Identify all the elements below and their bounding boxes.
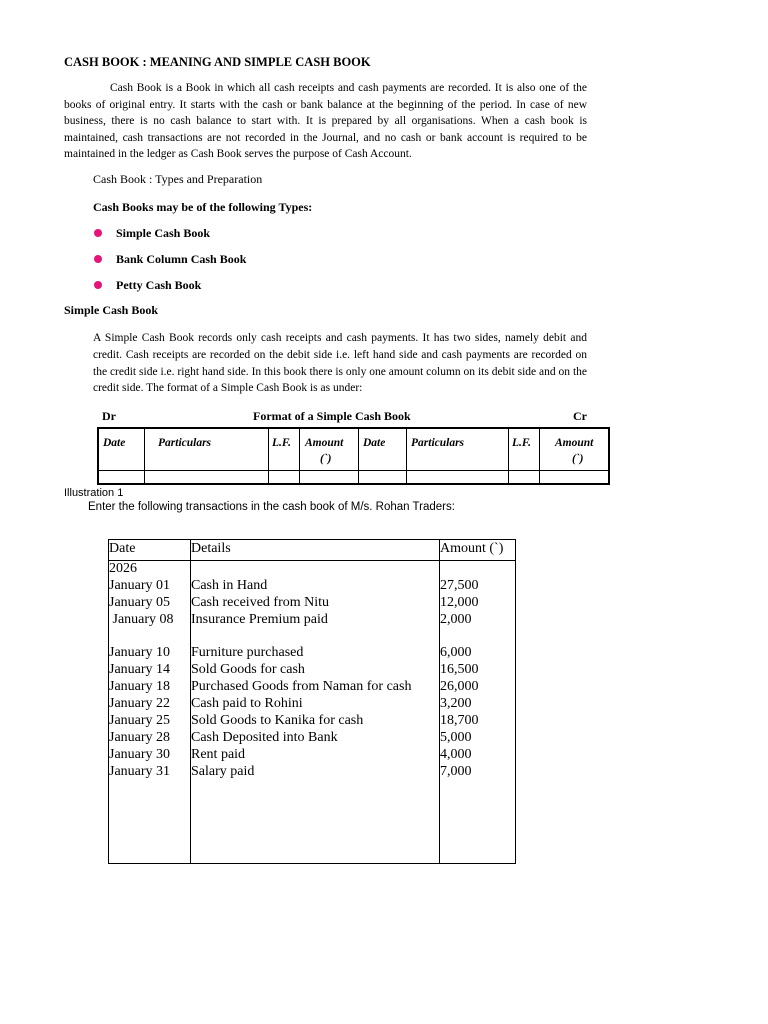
amount-symbol: (`) [320, 453, 332, 465]
row-amount: 6,000 [440, 645, 472, 660]
row-date: January 10 [109, 645, 171, 660]
format-dr-label: Dr [102, 409, 116, 423]
header-cell: Date [98, 428, 145, 470]
illustration-instruction: Enter the following transactions in the cash book of M/s. Rohan Traders: [88, 501, 455, 513]
bullet-icon [94, 229, 102, 237]
list-item [93, 277, 246, 303]
row-date: January 25 [109, 713, 171, 728]
year-label: 2026 [109, 561, 137, 576]
row-details: Sold Goods for cash [191, 662, 305, 677]
row-amount: 16,500 [440, 662, 479, 677]
row-details: Insurance Premium paid [191, 612, 328, 627]
header-cell: Amount (`) [300, 428, 359, 470]
header-cell: L.F. [269, 428, 300, 470]
list-item [93, 251, 246, 277]
types-list [93, 225, 246, 303]
row-amount: 12,000 [440, 595, 479, 610]
row-amount: 27,500 [440, 578, 479, 593]
row-amount: 18,700 [440, 713, 479, 728]
format-title: Format of a Simple Cash Book [253, 409, 411, 423]
bullet-icon [94, 255, 102, 263]
row-details: Rent paid [191, 747, 246, 762]
row-date: January 30 [109, 747, 171, 762]
bullet-icon [94, 281, 102, 289]
cash-book-format-table [97, 427, 610, 485]
row-details: Purchased Goods from Naman for cash [191, 679, 412, 694]
header-cell: Amount (`) [540, 428, 610, 470]
row-details: Salary paid [191, 764, 255, 779]
intro-paragraph: Cash Book is a Book in which all cash receipts and cash payments are recorded. It is also one of the books of original entry. It starts with the cash or bank balance at the beginning of the period. In case of new business, there is no cash balance to start with. It is prepared by all organisations. When a cash book is maintained, cash transactions are not recorded in the Journal, and no cash or bank account is required to be maintained in the ledger as Cash Book serves the purpose of Cash Account. [64, 82, 587, 161]
row-amount: 2,000 [440, 612, 472, 627]
row-details: Cash Deposited into Bank [191, 730, 338, 745]
page-title: CASH BOOK : MEANING AND SIMPLE CASH BOOK [64, 55, 371, 69]
illustration-label: Illustration 1 [64, 487, 124, 499]
row-amount: 4,000 [440, 747, 472, 762]
row-amount: 3,200 [440, 696, 472, 711]
row-date: January 01 [109, 578, 171, 593]
type-label: Bank Column Cash Book [116, 252, 247, 266]
type-label: Petty Cash Book [116, 278, 202, 292]
row-details: Cash paid to Rohini [191, 696, 303, 711]
types-heading: Cash Books may be of the following Types: [93, 200, 313, 214]
column-header-date: Date [109, 541, 136, 556]
table-header-row [98, 428, 609, 470]
row-date: January 31 [109, 764, 171, 779]
row-date: January 05 [109, 595, 171, 610]
row-date: January 18 [109, 679, 171, 694]
column-header-amount: Amount (`) [440, 541, 504, 556]
format-cr-label: Cr [573, 409, 587, 423]
list-item [93, 225, 246, 251]
header-cell: L.F. [509, 428, 540, 470]
section-paragraph: A Simple Cash Book records only cash receipts and cash payments. It has two sides, namely debit and credit. Cash receipts are recorded on the debit side i.e. left hand side and cash payments are recorded on the credit side i.e. right hand side. In this book there is only one amount column on its debit side and on the credit side. The format of a Simple Cash Book is as under: [93, 332, 587, 395]
row-date: January 28 [109, 730, 171, 745]
type-label: Simple Cash Book [116, 226, 211, 240]
row-details: Furniture purchased [191, 645, 304, 660]
row-details: Cash in Hand [191, 578, 268, 593]
row-date: January 22 [109, 696, 171, 711]
section-heading: Simple Cash Book [64, 303, 159, 317]
row-date: January 08 [109, 612, 174, 627]
row-details: Cash received from Nitu [191, 595, 330, 610]
amount-symbol: (`) [572, 453, 584, 465]
row-date: January 14 [109, 662, 171, 677]
transactions-table [108, 539, 516, 864]
header-cell: Particulars [407, 428, 509, 470]
row-amount: 5,000 [440, 730, 472, 745]
header-cell: Particulars [145, 428, 269, 470]
column-header-details: Details [191, 541, 231, 556]
row-amount: 26,000 [440, 679, 479, 694]
types-subheading: Cash Book : Types and Preparation [93, 172, 263, 186]
row-details: Sold Goods to Kanika for cash [191, 713, 364, 728]
table-row [98, 470, 609, 484]
header-cell: Date [359, 428, 407, 470]
row-amount: 7,000 [440, 764, 472, 779]
header-divider [109, 560, 515, 561]
